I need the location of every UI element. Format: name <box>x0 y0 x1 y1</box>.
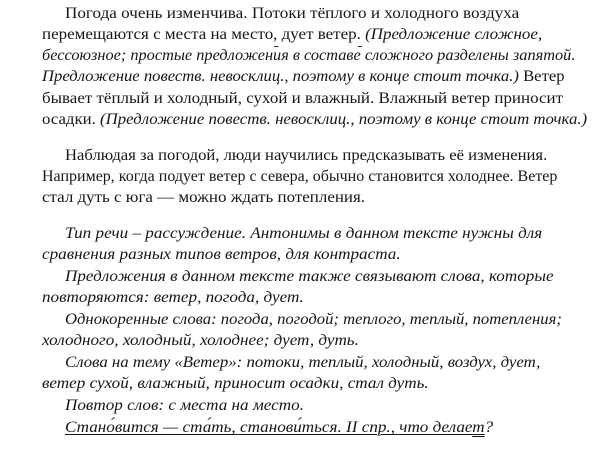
text-line: сравнения разных типов ветров, для контраста. <box>42 246 401 263</box>
text-line: осадки. (Предложение повеств. невосклиц., поэтому в конце стоит точка.) <box>42 111 588 128</box>
text-line: бессоюзное; простые предложения в составе сложного разделены запятой. <box>42 47 576 64</box>
text-line: бывает тёплый и холодный, сухой и влажный. Влажный ветер приносит <box>42 90 564 107</box>
text-line: Предложения в данном тексте также связывают слова, которые <box>65 268 554 285</box>
text-line: Повтор слов: с места на место. <box>65 397 304 414</box>
ending-mark: т <box>472 419 485 436</box>
text-line: Слова на тему «Ветер»: потоки, теплый, холодный, воздух, дует, <box>65 354 541 371</box>
text-line: перемещаются с места на место, дует ветер. (Предложение сложное, <box>42 26 543 43</box>
punctuation-mark-dot: . <box>356 26 361 43</box>
text-line: Предложение повеств. невосклиц., поэтому в конце стоит точка.) Ветер <box>42 68 565 85</box>
text-line: стал дуть с юга — можно ждать потепления. <box>42 189 366 206</box>
text-line: Тип речи – рассуждение. Антонимы в данном тексте нужны для <box>65 225 543 242</box>
text-line: повторяются: ветер, погода, дует. <box>42 289 304 306</box>
text-line: Стано́вится — ста́ть, станови́ться. II спр., что делает? <box>65 419 494 436</box>
text-line: Погода очень изменчива. Потоки тёплого и холодного воздуха <box>65 5 520 22</box>
text-line: холодного, холодный, холоднее; дует, дуть. <box>42 332 359 349</box>
punctuation-mark-comma: , <box>273 26 278 43</box>
text-line: Например, когда подует ветер с севера, обычно становится холоднее. Ветер <box>42 168 558 185</box>
text-line: Однокоренные слова: погода, погодой; теплого, теплый, потепления; <box>65 311 562 328</box>
stressed-text: Стано́вится — ста́ть, станови́ться. II спр., что делае <box>65 419 473 436</box>
text-line: ветер сухой, влажный, приносит осадки, стал дуть. <box>42 375 429 392</box>
text-line: Наблюдая за погодой, люди научились предсказывать её изменения. <box>65 147 548 164</box>
